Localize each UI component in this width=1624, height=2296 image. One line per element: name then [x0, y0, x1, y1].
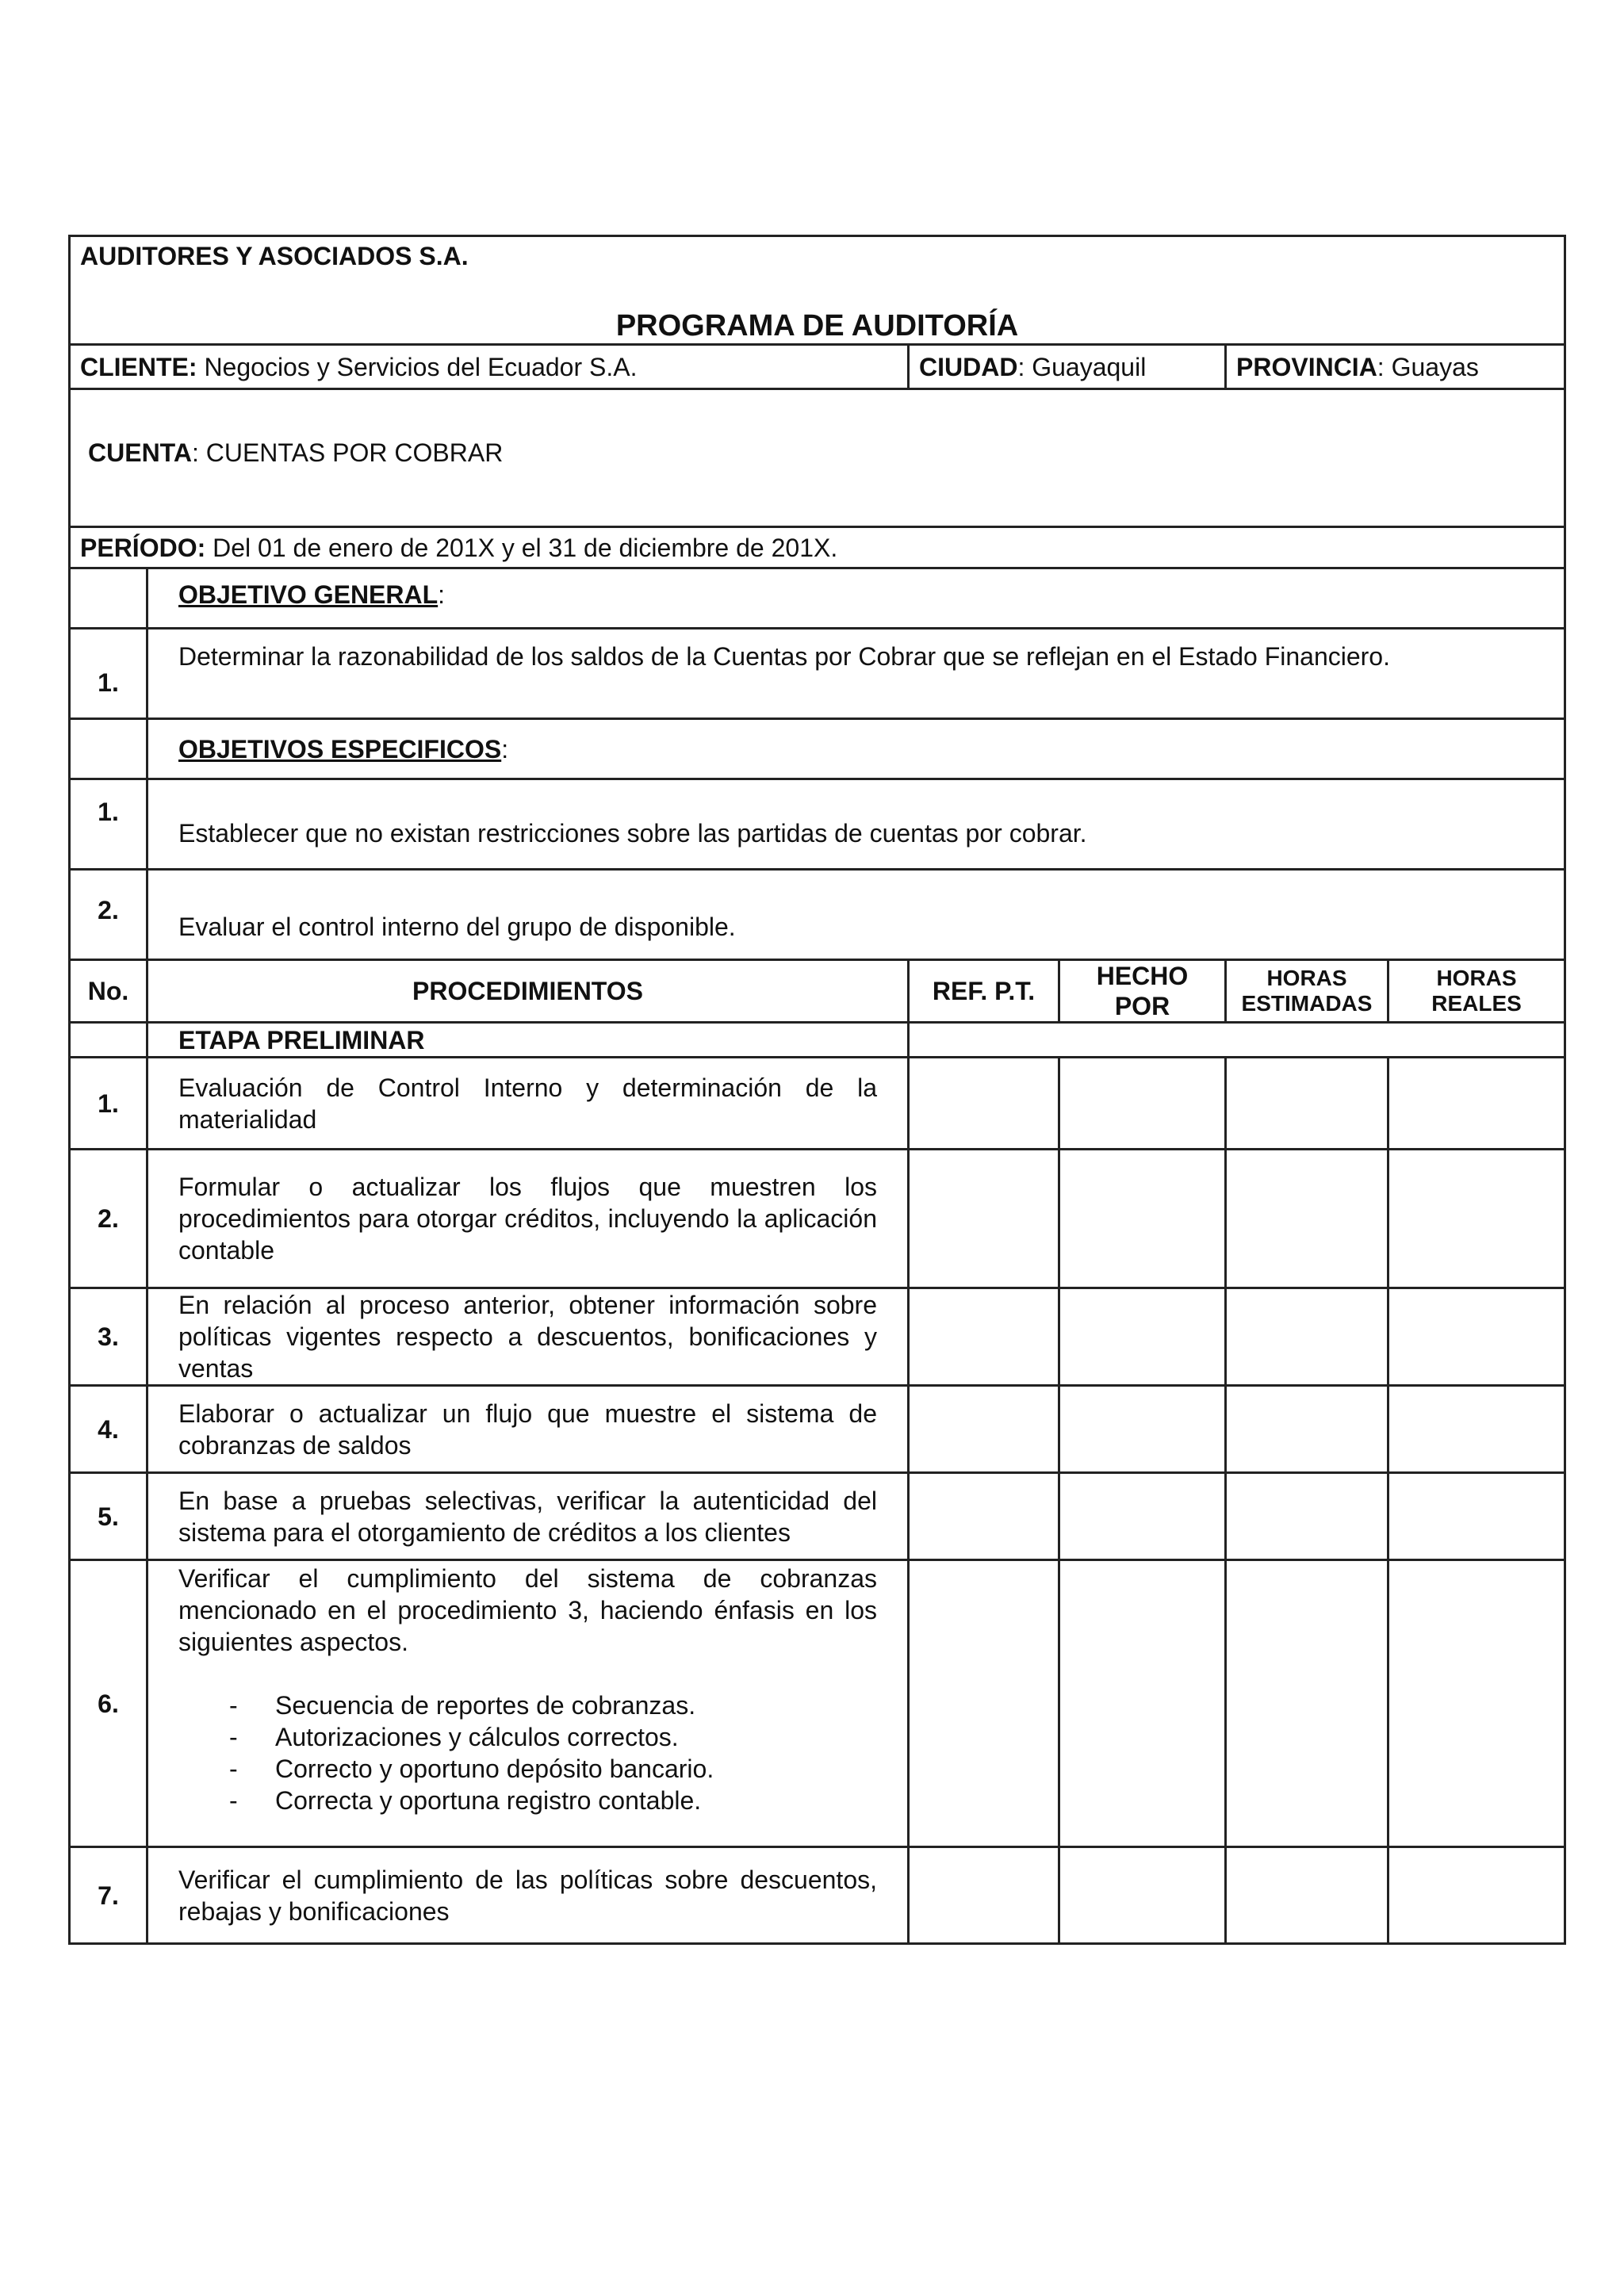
column-header-procedimientos: PROCEDIMIENTOS [147, 960, 909, 1023]
horas-reales-cell [1388, 1473, 1565, 1560]
reales-line-2: REALES [1431, 991, 1522, 1016]
client-value: Negocios y Servicios del Ecuador S.A. [204, 352, 638, 381]
procedures-header-row [70, 960, 1565, 1023]
procedure-bullet: - Correcta y oportuna registro contable. [229, 1785, 877, 1816]
column-header-horas-reales [1388, 960, 1565, 1023]
period-label: PERÍODO: [80, 533, 206, 562]
empty-number-cell [70, 568, 147, 629]
procedure-number: 4. [70, 1386, 147, 1473]
procedure-text-cell [147, 1560, 909, 1847]
audit-program-table [68, 235, 1566, 1945]
column-header-horas-estimadas [1226, 960, 1388, 1023]
horas-estimadas-cell [1226, 1150, 1388, 1288]
procedure-text: Verificar el cumplimiento del sistema de cobranzas mencionado en el procedimiento 3, haciendo énfasis en los siguientes aspectos. [178, 1564, 877, 1656]
procedure-number: 6. [70, 1560, 147, 1847]
column-header-ref: REF. P.T. [909, 960, 1059, 1023]
ref-cell [909, 1058, 1059, 1150]
client-cell [70, 345, 909, 389]
city-label: CIUDAD [919, 352, 1018, 381]
ref-cell [909, 1847, 1059, 1944]
procedure-row [70, 1150, 1565, 1288]
province-value: : Guayas [1377, 352, 1479, 381]
ref-cell [909, 1150, 1059, 1288]
province-cell [1226, 345, 1565, 389]
specific-objective-row [70, 870, 1565, 960]
horas-reales-cell [1388, 1150, 1565, 1288]
specific-objectives-colon: : [501, 734, 509, 763]
specific-objectives-heading-row [70, 719, 1565, 779]
estimadas-line-1: HORAS [1266, 966, 1347, 990]
specific-objective-number: 1. [70, 779, 147, 870]
column-header-no: No. [70, 960, 147, 1023]
horas-estimadas-cell [1226, 1847, 1388, 1944]
procedure-text: Verificar el cumplimiento de las políticas sobre descuentos, rebajas y bonificaciones [147, 1847, 909, 1944]
procedure-text: Evaluación de Control Interno y determinación de la materialidad [147, 1058, 909, 1150]
general-objective-number: 1. [70, 629, 147, 719]
audit-program-document [68, 235, 1564, 1945]
horas-estimadas-cell [1226, 1288, 1388, 1386]
reales-line-1: HORAS [1436, 966, 1517, 990]
procedure-bullet: - Secuencia de reportes de cobranzas. [229, 1689, 877, 1721]
empty-number-cell [70, 719, 147, 779]
procedure-number: 5. [70, 1473, 147, 1560]
general-objective-text: Determinar la razonabilidad de los saldos de la Cuentas por Cobrar que se reflejan en el Estado Financiero. [147, 629, 1565, 719]
procedure-row [70, 1288, 1565, 1386]
period-row [70, 527, 1565, 568]
city-cell [909, 345, 1226, 389]
hecho-line-1: HECHO [1096, 962, 1189, 990]
horas-reales-cell [1388, 1288, 1565, 1386]
specific-objective-row [70, 779, 1565, 870]
horas-reales-cell [1388, 1560, 1565, 1847]
account-value: : CUENTAS POR COBRAR [191, 438, 504, 467]
procedure-row [70, 1386, 1565, 1473]
empty-number-cell [70, 1023, 147, 1058]
stage-label: ETAPA PRELIMINAR [147, 1023, 909, 1058]
horas-reales-cell [1388, 1386, 1565, 1473]
specific-objectives-heading: OBJETIVOS ESPECIFICOS [178, 734, 502, 763]
procedure-row [70, 1560, 1565, 1847]
ref-cell [909, 1288, 1059, 1386]
horas-reales-cell [1388, 1058, 1565, 1150]
procedure-number: 2. [70, 1150, 147, 1288]
client-label: CLIENTE: [80, 352, 197, 381]
hecho-por-cell [1059, 1150, 1226, 1288]
horas-estimadas-cell [1226, 1058, 1388, 1150]
hecho-por-cell [1059, 1058, 1226, 1150]
client-row [70, 345, 1565, 389]
specific-objective-text: Establecer que no existan restricciones sobre las partidas de cuentas por cobrar. [147, 779, 1565, 870]
general-objective-heading: OBJETIVO GENERAL [178, 580, 439, 609]
account-row [70, 389, 1565, 527]
specific-objective-number: 2. [70, 870, 147, 960]
city-value: : Guayaquil [1017, 352, 1147, 381]
ref-cell [909, 1386, 1059, 1473]
hecho-por-cell [1059, 1386, 1226, 1473]
account-cell [70, 389, 1565, 527]
procedure-bullet: - Correcto y oportuno depósito bancario. [229, 1753, 877, 1785]
procedure-bullet: - Autorizaciones y cálculos correctos. [229, 1721, 877, 1753]
specific-objectives-heading-cell [147, 719, 1565, 779]
estimadas-line-2: ESTIMADAS [1241, 991, 1373, 1016]
province-label: PROVINCIA [1236, 352, 1377, 381]
general-objective-row [70, 629, 1565, 719]
ref-cell [909, 1560, 1059, 1847]
horas-estimadas-cell [1226, 1560, 1388, 1847]
ref-cell [909, 1473, 1059, 1560]
hecho-por-cell [1059, 1847, 1226, 1944]
header-title-row [70, 276, 1565, 345]
general-objective-heading-cell [147, 568, 1565, 629]
procedure-number: 3. [70, 1288, 147, 1386]
procedure-text: En base a pruebas selectivas, verificar la autenticidad del sistema para el otorgamiento de créditos a los clientes [147, 1473, 909, 1560]
general-objective-colon: : [438, 580, 446, 609]
hecho-por-cell [1059, 1560, 1226, 1847]
hecho-por-cell [1059, 1288, 1226, 1386]
horas-estimadas-cell [1226, 1473, 1388, 1560]
stage-row [70, 1023, 1565, 1058]
hecho-por-cell [1059, 1473, 1226, 1560]
procedure-row [70, 1058, 1565, 1150]
stage-empty-cell [909, 1023, 1565, 1058]
procedure-text: En relación al proceso anterior, obtener información sobre políticas vigentes respecto a descuentos, bonificaciones y ventas [147, 1288, 909, 1386]
procedure-text: Elaborar o actualizar un flujo que muestre el sistema de cobranzas de saldos [147, 1386, 909, 1473]
period-cell [70, 527, 1565, 568]
procedure-text: Formular o actualizar los flujos que muestren los procedimientos para otorgar créditos, incluyendo la aplicación contable [147, 1150, 909, 1288]
general-objective-heading-row [70, 568, 1565, 629]
hecho-line-2: POR [1114, 992, 1170, 1020]
procedure-row [70, 1473, 1565, 1560]
document-title: PROGRAMA DE AUDITORÍA [70, 276, 1565, 345]
firm-name: AUDITORES Y ASOCIADOS S.A. [70, 236, 1565, 277]
procedure-number: 7. [70, 1847, 147, 1944]
procedure-number: 1. [70, 1058, 147, 1150]
header-firm-row [70, 236, 1565, 277]
account-label: CUENTA [88, 438, 192, 467]
procedure-bullet-list [178, 1689, 877, 1816]
period-value: Del 01 de enero de 201X y el 31 de diciembre de 201X. [213, 533, 838, 562]
specific-objective-text: Evaluar el control interno del grupo de disponible. [147, 870, 1565, 960]
column-header-hecho-por [1059, 960, 1226, 1023]
procedure-row [70, 1847, 1565, 1944]
horas-reales-cell [1388, 1847, 1565, 1944]
horas-estimadas-cell [1226, 1386, 1388, 1473]
